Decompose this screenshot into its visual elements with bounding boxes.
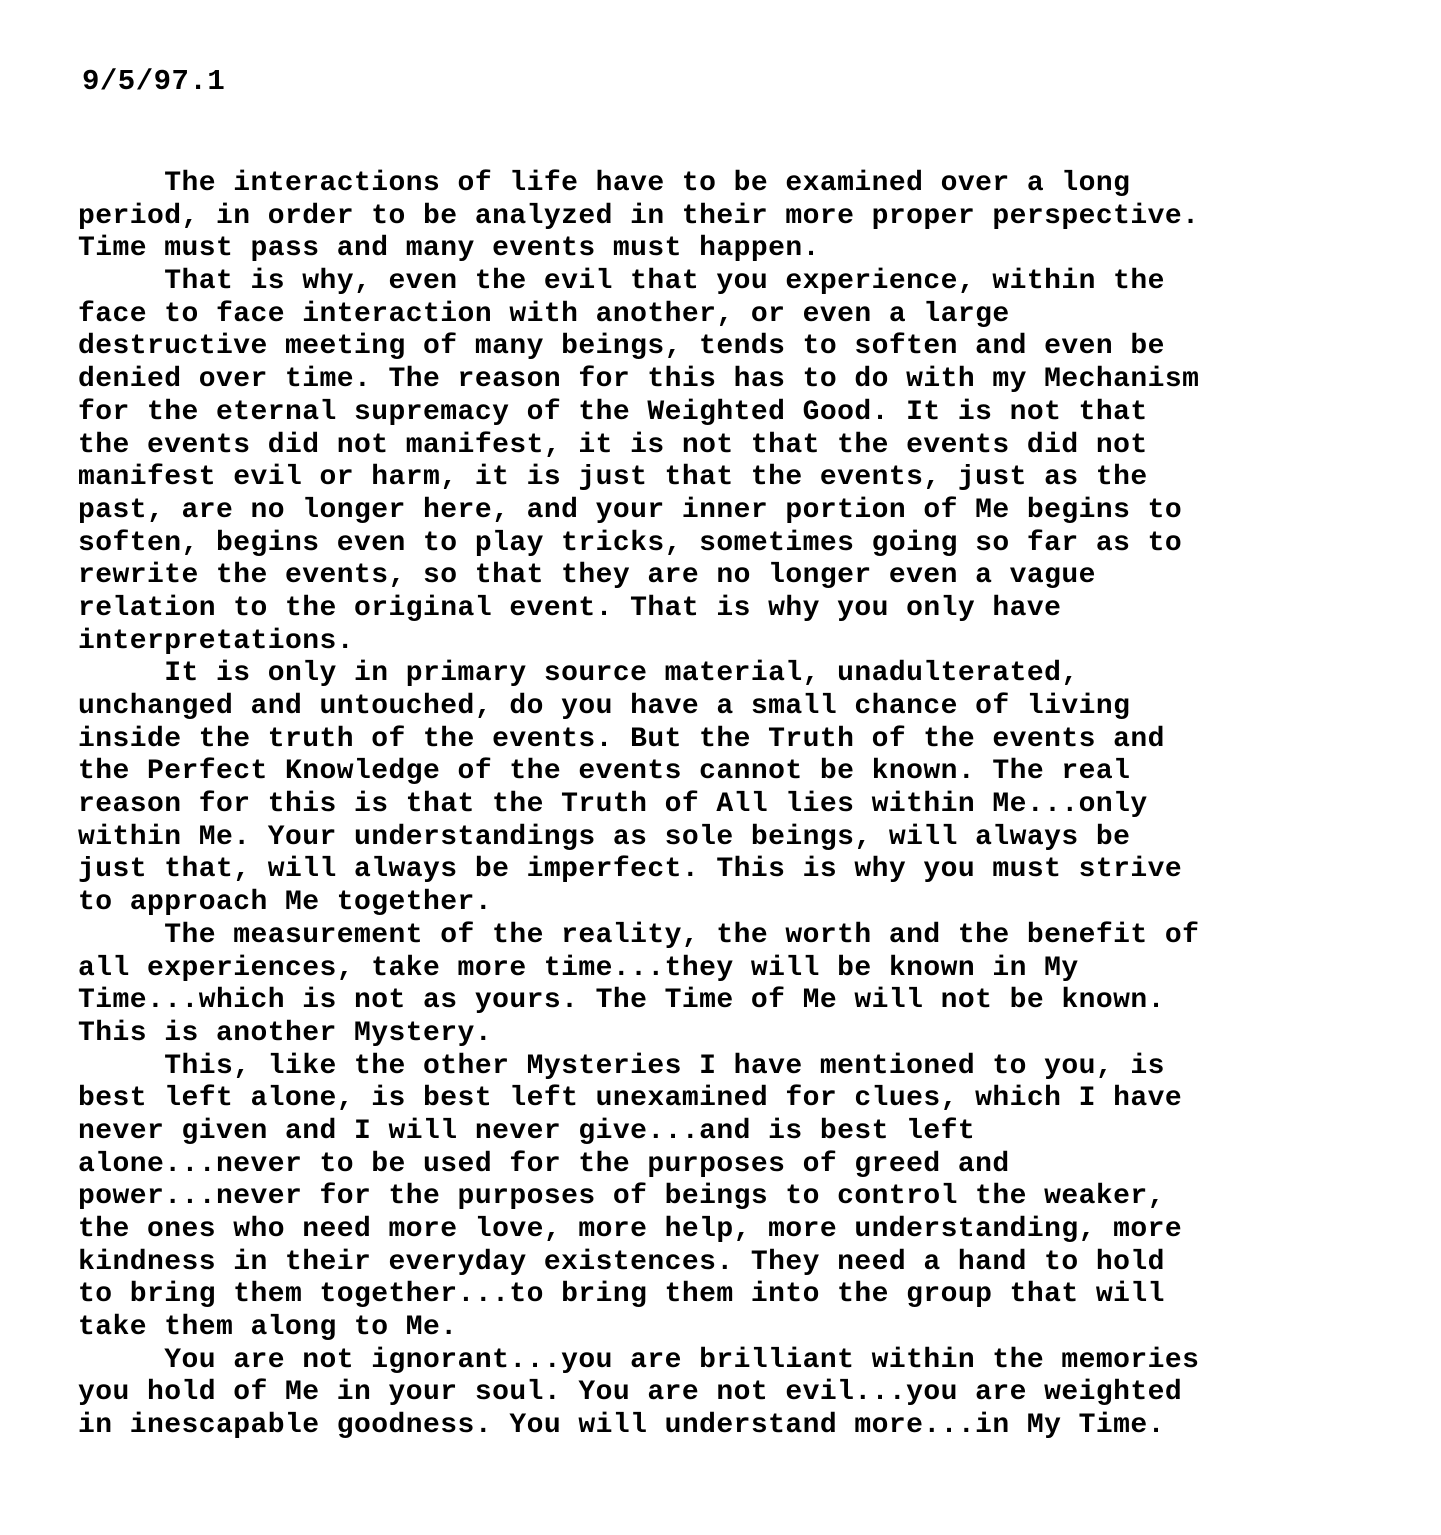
text-line: the Perfect Knowledge of the events cannot be known. The real [78,756,1131,788]
text-line: for the eternal supremacy of the Weighted Good. It is not that [78,396,1148,428]
text-line: to bring them together...to bring them into the group that will [78,1279,1165,1311]
text-line: past, are no longer here, and your inner portion of Me begins to [78,494,1183,526]
text-line: destructive meeting of many beings, tends to soften and even be [78,331,1165,363]
text-line: the events did not manifest, it is not that the events did not [78,429,1148,461]
text-line: It is only in primary source material, unadulterated, [78,658,1079,690]
text-line: This, like the other Mysteries I have mentioned to you, is [78,1050,1165,1082]
text-line: Time must pass and many events must happen. [78,233,820,265]
text-line: That is why, even the evil that you experience, within the [78,266,1165,298]
text-line: power...never for the purposes of beings to control the weaker, [78,1181,1165,1213]
text-line: take them along to Me. [78,1312,458,1344]
text-line: best left alone, is best left unexamined for clues, which I have [78,1083,1183,1115]
text-line: Time...which is not as yours. The Time of Me will not be known. [78,985,1165,1017]
text-line: This is another Mystery. [78,1017,493,1049]
text-line: in inescapable goodness. You will understand more...in My Time. [78,1410,1165,1442]
text-line: manifest evil or harm, it is just that the events, just as the [78,462,1148,494]
text-line: rewrite the events, so that they are no longer even a vague [78,560,1096,592]
text-line: unchanged and untouched, do you have a small chance of living [78,691,1131,722]
text-line: all experiences, take more time...they will be known in My [78,952,1079,984]
text-line: never given and I will never give...and is best left [78,1115,976,1147]
text-line: just that, will always be imperfect. This is why you must strive [78,854,1183,886]
text-line: alone...never to be used for the purposes of greed and [78,1148,1010,1180]
text-line: kindness in their everyday existences. They need a hand to hold [78,1246,1165,1278]
text-line: denied over time. The reason for this has to do with my Mechanism [78,364,1200,396]
text-line: within Me. Your understandings as sole beings, will always be [78,821,1131,853]
text-line: The interactions of life have to be examined over a long [78,168,1131,199]
document-date: 9/5/97.1 [82,65,226,98]
document-body [78,168,1398,1443]
text-line: inside the truth of the events. But the Truth of the events and [78,723,1165,755]
text-line: The measurement of the reality, the worth and the benefit of [78,919,1200,951]
text-line: period, in order to be analyzed in their more proper perspective. [78,200,1200,232]
text-line: to approach Me together. [78,887,493,919]
text-line: the ones who need more love, more help, more understanding, more [78,1214,1183,1245]
text-line: reason for this is that the Truth of All lies within Me...only [78,789,1148,821]
text-line: face to face interaction with another, or even a large [78,298,1010,330]
text-line: interpretations. [78,625,355,657]
text-line: You are not ignorant...you are brilliant within the memories [78,1344,1200,1376]
text-line: relation to the original event. That is why you only have [78,592,1062,624]
text-line: soften, begins even to play tricks, sometimes going so far as to [78,527,1183,559]
text-line: you hold of Me in your soul. You are not evil...you are weighted [78,1377,1183,1409]
